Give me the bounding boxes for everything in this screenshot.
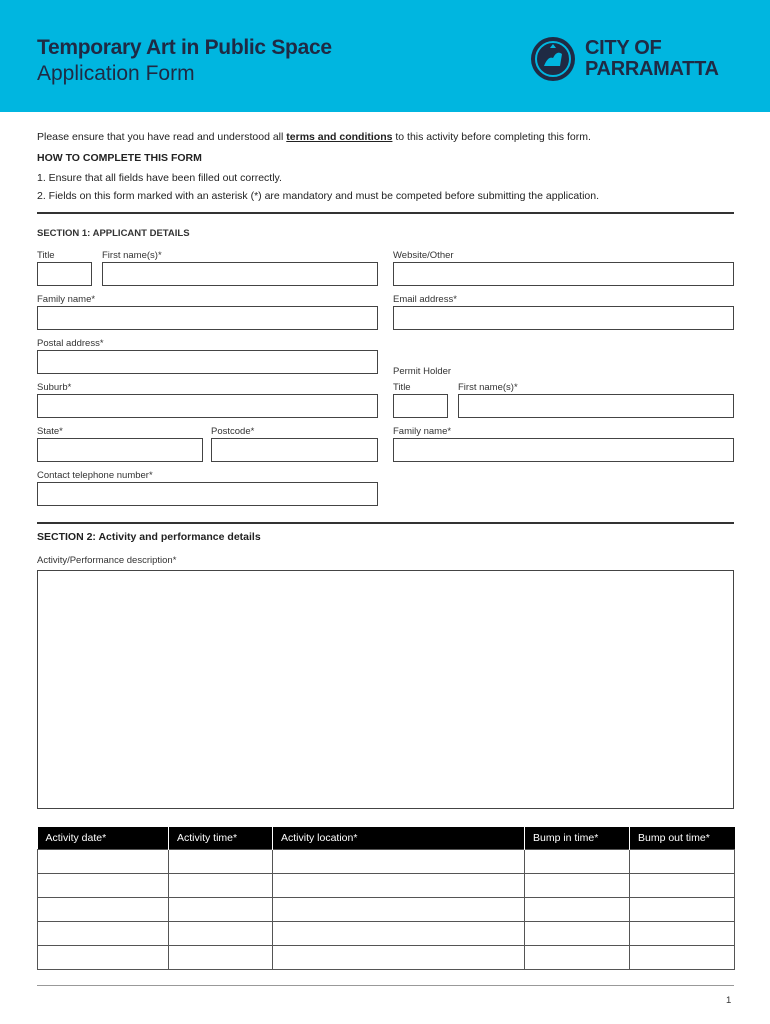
bump-in-time-cell[interactable] <box>525 898 630 922</box>
phone-field[interactable] <box>37 482 378 506</box>
bump-out-time-cell[interactable] <box>630 874 735 898</box>
activity-location-cell[interactable] <box>273 898 525 922</box>
terms-link[interactable]: terms and conditions <box>286 131 393 143</box>
section1-heading: SECTION 1: APPLICANT DETAILS <box>37 228 190 239</box>
table-row <box>38 922 735 946</box>
activity-time-cell[interactable] <box>169 898 273 922</box>
col-activity-location: Activity location* <box>273 827 525 850</box>
intro-text-after: to this activity before completing this form. <box>392 131 591 143</box>
postcode-field[interactable] <box>211 438 378 462</box>
intro-text-before: Please ensure that you have read and understood all <box>37 131 287 143</box>
activity-location-cell[interactable] <box>273 850 525 874</box>
bump-in-time-cell[interactable] <box>525 946 630 970</box>
email-label: Email address* <box>393 294 457 305</box>
activity-table <box>37 827 735 970</box>
family-name-label: Family name* <box>37 294 96 305</box>
city-logo-icon <box>530 36 576 82</box>
logo-text-city-of: CITY OF <box>585 37 662 59</box>
activity-date-cell[interactable] <box>38 850 169 874</box>
activity-date-cell[interactable] <box>38 898 169 922</box>
section2-heading: SECTION 2: Activity and performance details <box>37 531 261 543</box>
description-label: Activity/Performance description* <box>37 555 177 566</box>
permit-title-label: Title <box>393 382 411 393</box>
bump-in-time-cell[interactable] <box>525 922 630 946</box>
activity-time-cell[interactable] <box>169 922 273 946</box>
permit-family-name-label: Family name* <box>393 426 452 437</box>
postcode-label: Postcode* <box>211 426 255 437</box>
suburb-label: Suburb* <box>37 382 72 393</box>
title-field[interactable] <box>37 262 92 286</box>
email-field[interactable] <box>393 306 734 330</box>
bump-out-time-cell[interactable] <box>630 898 735 922</box>
activity-date-cell[interactable] <box>38 922 169 946</box>
title-label: Title <box>37 250 55 261</box>
website-field[interactable] <box>393 262 734 286</box>
family-name-field[interactable] <box>37 306 378 330</box>
permit-holder-label: Permit Holder <box>393 366 452 377</box>
postal-address-field[interactable] <box>37 350 378 374</box>
bump-out-time-cell[interactable] <box>630 922 735 946</box>
permit-first-name-field[interactable] <box>458 394 734 418</box>
footer-divider <box>37 985 734 986</box>
col-bump-out-time: Bump out time* <box>630 827 735 850</box>
intro-paragraph <box>37 131 591 143</box>
instruction-step-2: 2. Fields on this form marked with an asterisk (*) are mandatory and must be competed before submitting the application. <box>37 190 600 202</box>
permit-title-field[interactable] <box>393 394 448 418</box>
table-row <box>38 946 735 970</box>
logo-text-parramatta: PARRAMATTA <box>585 58 719 80</box>
table-row <box>38 850 735 874</box>
page-number: 1 <box>726 995 732 1006</box>
activity-date-cell[interactable] <box>38 874 169 898</box>
first-name-label: First name(s)* <box>102 250 162 261</box>
form-subtitle: Application Form <box>37 62 195 85</box>
permit-first-name-label: First name(s)* <box>458 382 518 393</box>
col-activity-time: Activity time* <box>169 827 273 850</box>
section-divider <box>37 522 734 524</box>
section-divider <box>37 212 734 214</box>
postal-address-label: Postal address* <box>37 338 104 349</box>
activity-time-cell[interactable] <box>169 946 273 970</box>
permit-family-name-field[interactable] <box>393 438 734 462</box>
table-row <box>38 898 735 922</box>
activity-location-cell[interactable] <box>273 874 525 898</box>
website-label: Website/Other <box>393 250 454 261</box>
bump-in-time-cell[interactable] <box>525 850 630 874</box>
state-label: State* <box>37 426 63 437</box>
activity-location-cell[interactable] <box>273 946 525 970</box>
bump-in-time-cell[interactable] <box>525 874 630 898</box>
col-activity-date: Activity date* <box>38 827 169 850</box>
activity-date-cell[interactable] <box>38 946 169 970</box>
bump-out-time-cell[interactable] <box>630 850 735 874</box>
table-row <box>38 874 735 898</box>
state-field[interactable] <box>37 438 203 462</box>
phone-label: Contact telephone number* <box>37 470 153 481</box>
activity-time-cell[interactable] <box>169 850 273 874</box>
suburb-field[interactable] <box>37 394 378 418</box>
activity-time-cell[interactable] <box>169 874 273 898</box>
form-title: Temporary Art in Public Space <box>37 36 332 59</box>
activity-location-cell[interactable] <box>273 922 525 946</box>
col-bump-in-time: Bump in time* <box>525 827 630 850</box>
instruction-step-1: 1. Ensure that all fields have been filled out correctly. <box>37 172 282 184</box>
how-to-heading: HOW TO COMPLETE THIS FORM <box>37 152 202 164</box>
bump-out-time-cell[interactable] <box>630 946 735 970</box>
table-header-row <box>38 827 735 850</box>
description-textarea[interactable] <box>37 570 734 809</box>
first-name-field[interactable] <box>102 262 378 286</box>
